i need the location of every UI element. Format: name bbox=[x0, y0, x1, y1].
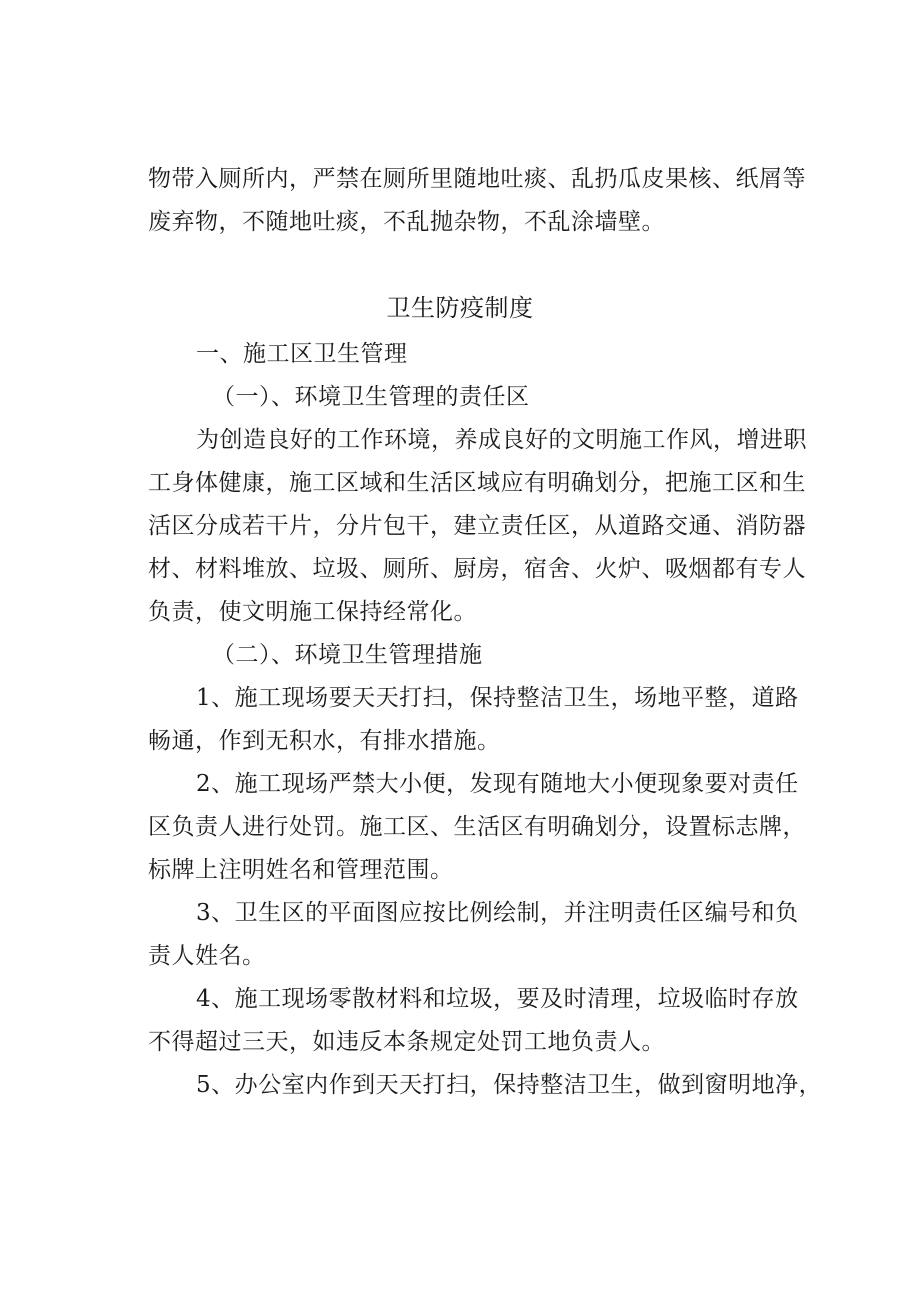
document-title: 卫生防疫制度 bbox=[386, 294, 534, 322]
item4-line-2: 不得超过三天，如违反本条规定处罚工地负责人。 bbox=[148, 1029, 665, 1055]
para1-line-5: 负责，使文明施工保持经常化。 bbox=[148, 599, 477, 625]
item4-line-1: 4、施工现场零散材料和垃圾，要及时清理，垃圾临时存放 bbox=[196, 986, 799, 1012]
subsection-heading-1: （一）、环境卫生管理的责任区 bbox=[212, 384, 530, 410]
para1-line-4: 材、材料堆放、垃圾、厕所、厨房，宿舍、火炉、吸烟都有专人 bbox=[148, 556, 806, 582]
item5-line-1: 5、办公室内作到天天打扫，保持整洁卫生，做到窗明地净， bbox=[196, 1072, 823, 1098]
item2-line-2: 区负责人进行处罚。施工区、生活区有明确划分，设置标志牌， bbox=[148, 814, 806, 840]
para1-line-3: 活区分成若干片，分片包干，建立责任区，从道路交通、消防器 bbox=[148, 513, 806, 539]
para1-line-2: 工身体健康，施工区域和生活区域应有明确划分，把施工区和生 bbox=[148, 470, 806, 496]
item3-line-2: 责人姓名。 bbox=[148, 943, 266, 969]
section-heading-1: 一、施工区卫生管理 bbox=[196, 341, 408, 367]
para1-line-1: 为创造良好的工作环境，养成良好的文明施工作风，增进职 bbox=[196, 427, 807, 453]
item2-line-1: 2、施工现场严禁大小便，发现有随地大小便现象要对责任 bbox=[196, 771, 799, 797]
item1-line-1: 1、施工现场要天天打扫，保持整洁卫生，场地平整，道路 bbox=[196, 685, 799, 711]
item1-line-2: 畅通，作到无积水，有排水措施。 bbox=[148, 728, 501, 754]
item2-line-3: 标牌上注明姓名和管理范围。 bbox=[148, 857, 454, 883]
subsection-heading-2: （二）、环境卫生管理措施 bbox=[212, 642, 483, 668]
item3-line-1: 3、卫生区的平面图应按比例绘制，并注明责任区编号和负 bbox=[196, 900, 799, 926]
prev-para-line-2: 废弃物，不随地吐痰，不乱抛杂物，不乱涂墙壁。 bbox=[148, 209, 665, 235]
prev-para-line-1: 物带入厕所内，严禁在厕所里随地吐痰、乱扔瓜皮果核、纸屑等 bbox=[148, 166, 806, 192]
